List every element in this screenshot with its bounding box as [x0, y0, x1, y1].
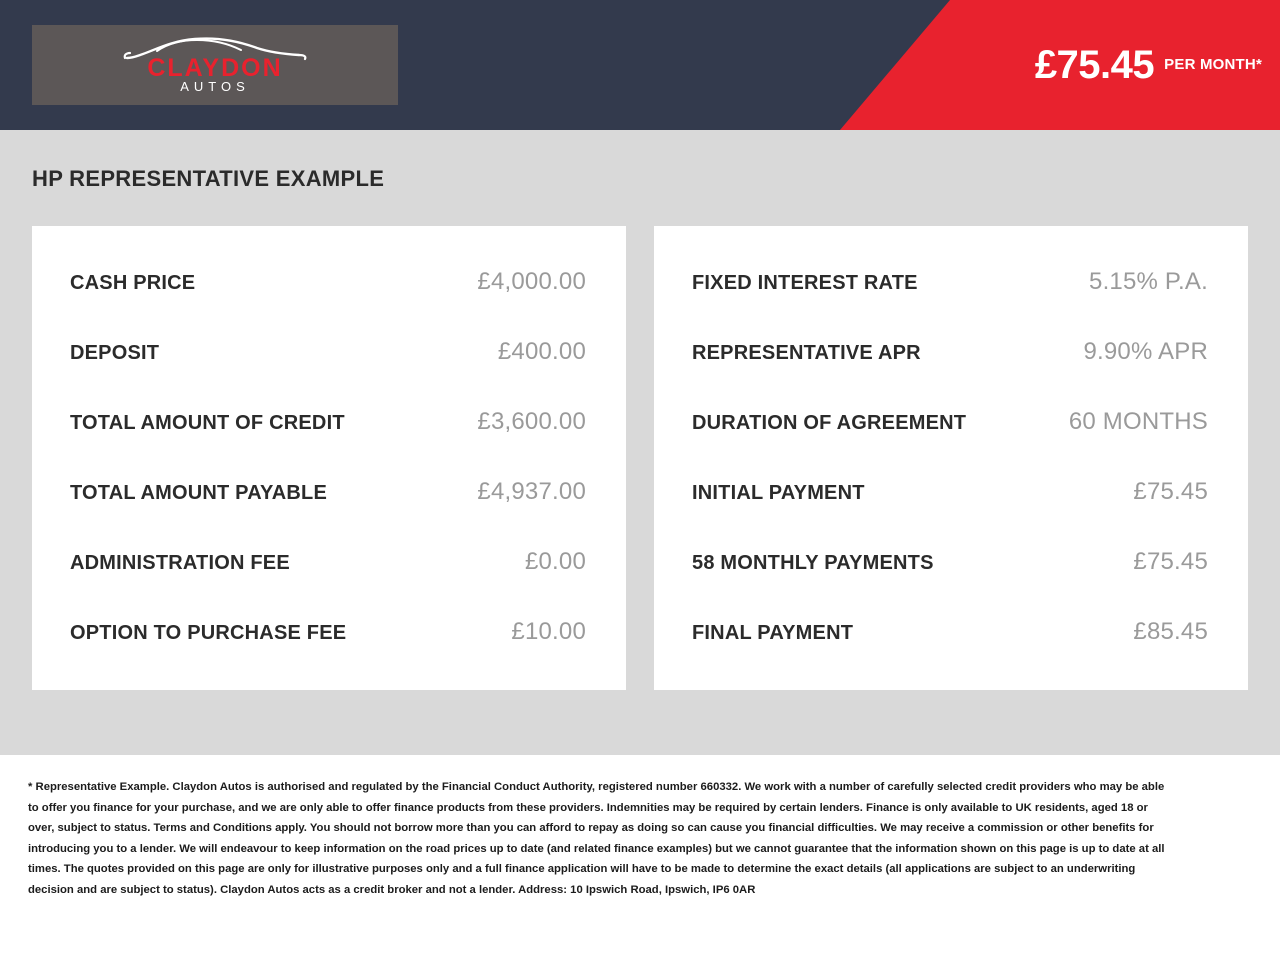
table-row	[692, 268, 1208, 338]
row-value: £3,600.00	[477, 408, 586, 435]
row-value: £4,000.00	[477, 268, 586, 295]
row-label: OPTION TO PURCHASE FEE	[70, 622, 347, 644]
logo-sub-text: AUTOS	[180, 79, 250, 94]
price-period-label: PER MONTH*	[1164, 55, 1262, 73]
row-label: DEPOSIT	[70, 342, 160, 364]
finance-details-section	[0, 130, 1280, 755]
table-row	[70, 618, 586, 646]
row-label: REPRESENTATIVE APR	[692, 342, 921, 364]
page-title: HP REPRESENTATIVE EXAMPLE	[32, 166, 385, 191]
table-row	[692, 408, 1208, 478]
finance-panels	[32, 226, 1248, 690]
row-label: TOTAL AMOUNT OF CREDIT	[70, 412, 345, 434]
row-label: 58 MONTHLY PAYMENTS	[692, 552, 934, 574]
monthly-price-badge	[1035, 0, 1262, 130]
row-value: £400.00	[497, 338, 586, 365]
row-label: TOTAL AMOUNT PAYABLE	[70, 482, 327, 504]
price-amount: £75.45	[1034, 43, 1155, 87]
table-row	[692, 548, 1208, 618]
row-value: £85.45	[1133, 618, 1208, 645]
table-row	[70, 548, 586, 618]
row-label: CASH PRICE	[70, 272, 196, 294]
table-row	[692, 338, 1208, 408]
row-value: 60 MONTHS	[1068, 408, 1208, 435]
logo-brand-text: CLAYDON	[147, 54, 283, 82]
table-row	[70, 268, 586, 338]
table-row	[70, 478, 586, 548]
row-value: £4,937.00	[477, 478, 586, 505]
row-label: FINAL PAYMENT	[692, 622, 854, 644]
finance-panel-left	[32, 226, 626, 690]
legal-footer	[0, 755, 1280, 960]
row-value: £10.00	[511, 618, 586, 645]
row-value: £0.00	[524, 548, 586, 575]
disclaimer-text: * Representative Example. Claydon Autos is authorised and regulated by the Financial Conduct Authority, registered number 660332. We work with a number of carefully selected credit providers who may be able to offer you finance for your purchase, and we are only able to offer finance products from these providers. Indemnities may be required by certain lenders. Finance is only available to UK residents, aged 18 or over, subject to status. Terms and Conditions apply. You should not borrow more than you can afford to repay as doing so can cause you financial difficulties. We may receive a commission or other benefits for introducing you to a lender. We will endeavour to keep information on the road prices up to date (and related finance examples) but we cannot guarantee that the information shown on this page is up to date at all times. The quotes provided on this page are only for illustrative purposes only and a full finance application will have to be made to determine the exact details (all applications are subject to an underwriting decision and are subject to status). Claydon Autos acts as a credit broker and not a lender. Address: 10 Ipswich Road, Ipswich, IP6 0AR	[28, 781, 1165, 896]
row-label: ADMINISTRATION FEE	[70, 552, 290, 574]
row-label: FIXED INTEREST RATE	[692, 272, 918, 294]
row-value: £75.45	[1133, 478, 1208, 505]
table-row	[692, 618, 1208, 646]
table-row	[70, 338, 586, 408]
row-value: 9.90% APR	[1083, 338, 1208, 365]
finance-panel-right	[654, 226, 1248, 690]
dealer-logo[interactable]	[32, 25, 398, 105]
table-row	[70, 408, 586, 478]
table-row	[692, 478, 1208, 548]
row-label: INITIAL PAYMENT	[692, 482, 865, 504]
row-label: DURATION OF AGREEMENT	[692, 412, 967, 434]
row-value: 5.15% P.A.	[1089, 268, 1208, 295]
page-header	[0, 0, 1280, 130]
row-value: £75.45	[1133, 548, 1208, 575]
